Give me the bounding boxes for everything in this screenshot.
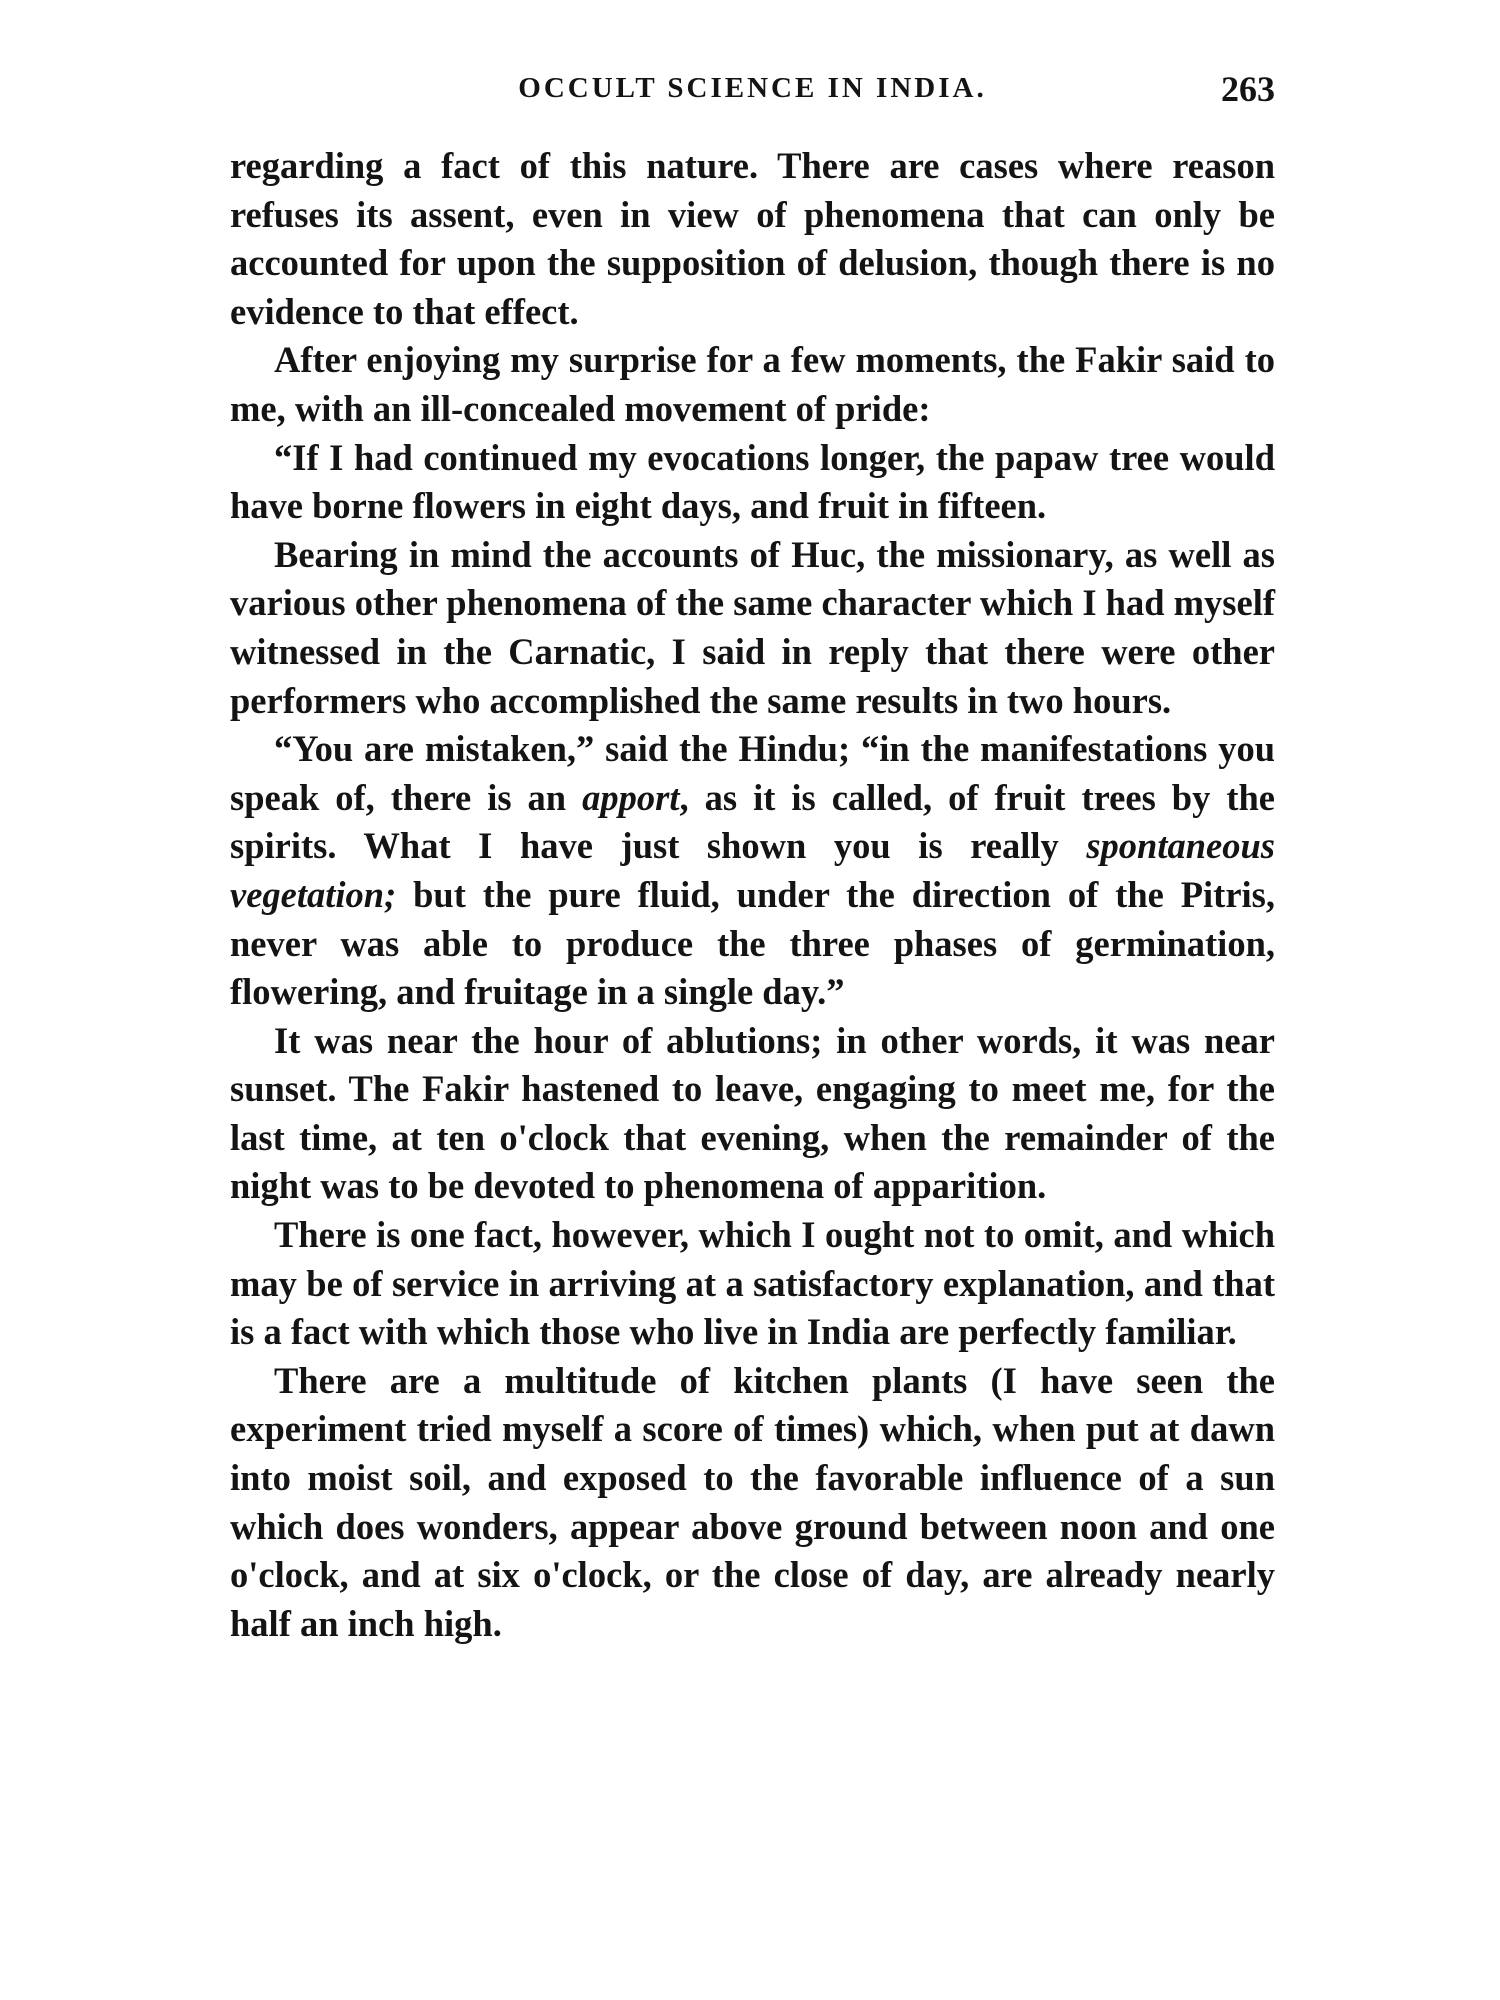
paragraph-5-part-2: , as it is called, of fruit trees by the spirits. What I have just shown you is really	[230, 776, 1275, 867]
page-number: 263	[1221, 69, 1275, 109]
running-head	[230, 68, 1275, 118]
running-title: OCCULT SCIENCE IN INDIA.	[518, 72, 987, 104]
paragraph-8: There are a multitude of kitchen plants (I have seen the experiment tried myself a score of times) which, when put at dawn into moist soil, and exposed to the favorable influence of a sun which does wonders, appear above ground between noon and one o'clock, and at six o'clock, or the close of day, are already nearly half an inch high.	[230, 1359, 1275, 1644]
paragraph-2: After enjoying my surprise for a few moments, the Fakir said to me, with an ill-concealed movement of pride:	[230, 339, 1275, 429]
paragraph-6: It was near the hour of ablutions; in other words, it was near sunset. The Fakir hastened to leave, engaging to meet me, for the last time, at ten o'clock that evening, when the remainder of the night was to be devoted to phenomena of apparition.	[230, 1019, 1275, 1207]
italic-apport: apport	[582, 776, 680, 818]
italic-spontaneous-vegetation: spontaneous vegetation;	[230, 825, 1275, 915]
body-text	[230, 142, 1275, 1648]
paragraph-3: “If I had continued my evocations longer, the papaw tree would have borne flowers in eight days, and fruit in fifteen.	[230, 436, 1275, 527]
paragraph-4: Bearing in mind the accounts of Huc, the missionary, as well as various other phenomena of the same character which I had myself witnessed in the Carnatic, I said in reply that there were other performers who accomplished the same results in two hours.	[230, 533, 1275, 721]
paragraph-5-part-3: but the pure fluid, under the direction of the Pitris, never was able to produce the three phases of germination, flowering, and fruitage in a single day.”	[230, 873, 1275, 1013]
paragraph-7: There is one fact, however, which I ought not to omit, and which may be of service in arriving at a satisfactory explanation, and that is a fact with which those who live in India are perfectly familiar.	[230, 1214, 1275, 1353]
paragraph-1: regarding a fact of this nature. There are cases where reason refuses its assent, even in view of phenomena that can only be accounted for upon the supposition of delusion, though there is no evidence to that effect.	[230, 145, 1275, 332]
paragraph-5-part-1: “You are mistaken,” said the Hindu; “in the manifestations you speak of, there is an	[230, 728, 1275, 818]
paragraph-5	[230, 725, 1275, 1017]
